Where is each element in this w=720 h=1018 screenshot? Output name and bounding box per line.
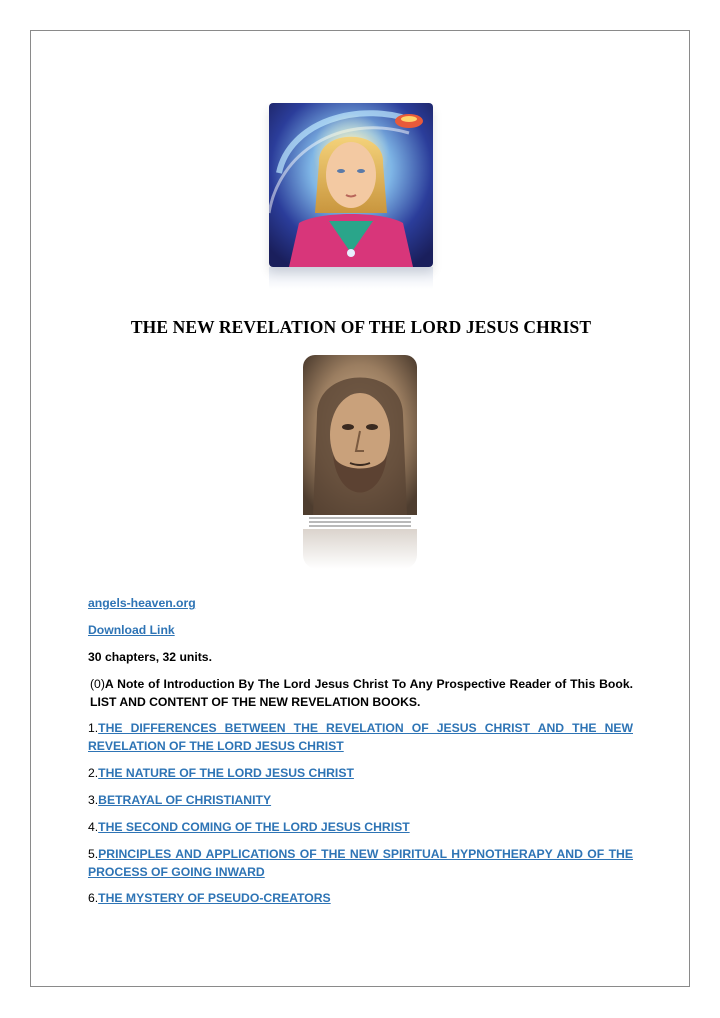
- list-item-number: 1.: [88, 721, 99, 735]
- download-link[interactable]: Download Link: [88, 623, 175, 637]
- list-item-link[interactable]: BETRAYAL OF CHRISTIANITY: [98, 793, 272, 807]
- site-link-line: [88, 594, 633, 612]
- intro-prefix: (0): [90, 677, 105, 691]
- list-item: [88, 719, 633, 755]
- list-item-link[interactable]: THE SECOND COMING OF THE LORD JESUS CHRIST: [98, 820, 410, 834]
- list-item: [88, 818, 633, 836]
- angel-portrait-reflection: [269, 267, 433, 289]
- list-item-link[interactable]: PRINCIPLES AND APPLICATIONS OF THE NEW SPIRITUAL HYPNOTHERAPY AND OF THE PROCESS OF GOING INWARD: [88, 847, 633, 879]
- face-portrait-reflection: [303, 529, 417, 569]
- list-item: [88, 889, 633, 907]
- list-item: [88, 764, 633, 782]
- list-item-number: 6.: [88, 891, 99, 905]
- intro-paragraph: [88, 675, 633, 711]
- chapters-info: 30 chapters, 32 units.: [88, 650, 212, 664]
- document-page: [30, 30, 690, 987]
- list-item-number: 5.: [88, 847, 99, 861]
- angel-portrait-graphic: [269, 103, 433, 267]
- face-portrait-image: [303, 355, 417, 515]
- face-portrait-caption: [303, 515, 417, 529]
- list-item-link[interactable]: THE NATURE OF THE LORD JESUS CHRIST: [98, 766, 354, 780]
- list-item-link[interactable]: THE DIFFERENCES BETWEEN THE REVELATION OF JESUS CHRIST AND THE NEW REVELATION OF THE LORD JESUS CHRIST: [88, 721, 633, 753]
- list-item-number: 2.: [88, 766, 99, 780]
- document-title: THE NEW REVELATION OF THE LORD JESUS CHRIST: [130, 317, 592, 337]
- download-link-line: [88, 621, 633, 639]
- face-portrait-graphic: [303, 355, 417, 515]
- list-item: [88, 791, 633, 809]
- angel-portrait-image: [269, 103, 433, 267]
- list-item-number: 3.: [88, 793, 99, 807]
- intro-text: A Note of Introduction By The Lord Jesus Christ To Any Prospective Reader of This Book. LIST AND CONTENT OF THE NEW REVELATION BOOKS.: [90, 677, 633, 709]
- list-item-number: 4.: [88, 820, 99, 834]
- list-item: [88, 845, 633, 881]
- site-link[interactable]: angels-heaven.org: [88, 596, 196, 610]
- list-item-link[interactable]: THE MYSTERY OF PSEUDO-CREATORS: [98, 891, 331, 905]
